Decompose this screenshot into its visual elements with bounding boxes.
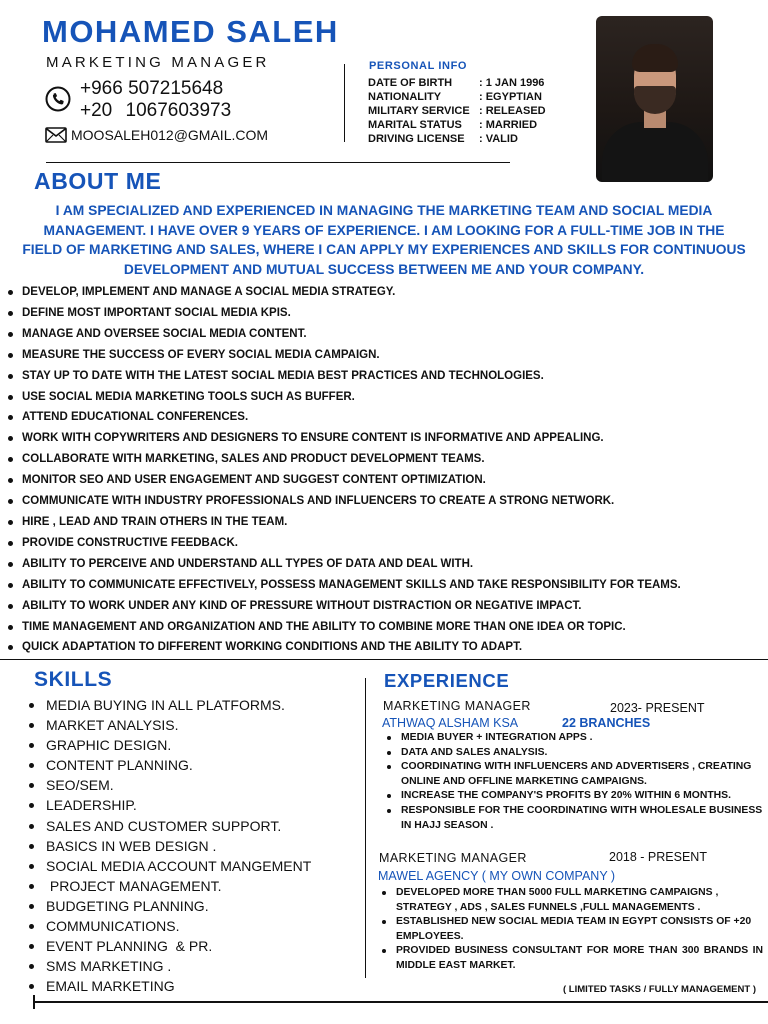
personal-info-heading: PERSONAL INFO	[369, 60, 468, 72]
skill-item: BUDGETING PLANNING.	[28, 896, 348, 916]
job-duties-list	[381, 886, 763, 974]
job-period: 2018 - PRESENT	[609, 850, 707, 864]
skill-item: BASICS IN WEB DESIGN .	[28, 836, 348, 856]
job-title: MARKETING MANAGER	[379, 851, 527, 865]
job-company: MAWEL AGENCY ( MY OWN COMPANY )	[378, 869, 616, 883]
personal-info-value: : RELEASED	[479, 105, 546, 117]
responsibility-item: MANAGE AND OVERSEE SOCIAL MEDIA CONTENT.	[8, 324, 768, 345]
responsibility-item: DEFINE MOST IMPORTANT SOCIAL MEDIA KPIS.	[8, 303, 768, 324]
responsibility-item: WORK WITH COPYWRITERS AND DESIGNERS TO ENSURE CONTENT IS INFORMATIVE AND APPEALING.	[8, 428, 768, 449]
personal-info-value: : VALID	[479, 133, 518, 145]
job-duty-item: COORDINATING WITH INFLUENCERS AND ADVERTISERS , CREATING ONLINE AND OFFLINE MARKETING CAMPAIGNS.	[386, 760, 766, 789]
job-duty-item: MEDIA BUYER + INTEGRATION APPS .	[386, 731, 766, 746]
personal-info-row	[368, 132, 588, 146]
responsibility-item: ABILITY TO COMMUNICATE EFFECTIVELY, POSSESS MANAGEMENT SKILLS AND TAKE RESPONSIBILITY FOR TEAMS.	[8, 575, 768, 596]
job-duty-item: ESTABLISHED NEW SOCIAL MEDIA TEAM IN EGYPT CONSISTS OF +20 EMPLOYEES.	[381, 915, 763, 944]
skill-item: MARKET ANALYSIS.	[28, 715, 348, 735]
skill-item: GRAPHIC DESIGN.	[28, 735, 348, 755]
job-duty-item: DEVELOPED MORE THAN 5000 FULL MARKETING CAMPAIGNS , STRATEGY , ADS , SALES FUNNELS ,FULL MANAGEMENTS .	[381, 886, 763, 915]
skill-item: CONTENT PLANNING.	[28, 755, 348, 775]
footer-rule-cap	[33, 995, 35, 1009]
job-duties-list	[386, 731, 766, 833]
responsibility-item: PROVIDE CONSTRUCTIVE FEEDBACK.	[8, 533, 768, 554]
job-company: ATHWAQ ALSHAM KSA	[382, 716, 519, 730]
personal-info-value: : MARRIED	[479, 119, 538, 131]
experience-footnote: ( LIMITED TASKS / FULLY MANAGEMENT )	[563, 984, 756, 995]
personal-info-value: : EGYPTIAN	[479, 91, 542, 103]
responsibility-item: ABILITY TO PERCEIVE AND UNDERSTAND ALL TYPES OF DATA AND DEAL WITH.	[8, 554, 768, 575]
footer-rule	[34, 1001, 768, 1003]
header-divider	[344, 64, 345, 142]
email-address: MOOSALEH012@GMAIL.COM	[71, 127, 269, 143]
job-duty-item: PROVIDED BUSINESS CONSULTANT FOR MORE THAN 300 BRANDS IN MIDDLE EAST MARKET.	[381, 944, 763, 973]
personal-info-label: DRIVING LICENSE	[368, 133, 465, 145]
responsibility-item: ATTEND EDUCATIONAL CONFERENCES.	[8, 407, 768, 428]
personal-info-table	[368, 76, 588, 146]
profile-photo	[596, 16, 713, 182]
skill-item: SOCIAL MEDIA ACCOUNT MANGEMENT	[28, 856, 348, 876]
responsibilities-list	[8, 282, 768, 658]
personal-info-label: MILITARY SERVICE	[368, 105, 470, 117]
responsibility-item: MONITOR SEO AND USER ENGAGEMENT AND SUGGEST CONTENT OPTIMIZATION.	[8, 470, 768, 491]
personal-info-row	[368, 104, 588, 118]
skills-heading: SKILLS	[34, 668, 113, 691]
responsibility-item: COMMUNICATE WITH INDUSTRY PROFESSIONALS AND INFLUENCERS TO CREATE A STRONG NETWORK.	[8, 491, 768, 512]
personal-info-row	[368, 118, 588, 132]
personal-info-label: NATIONALITY	[368, 91, 442, 103]
job-branches: 22 BRANCHES	[562, 716, 651, 730]
candidate-job-title: MARKETING MANAGER	[46, 54, 270, 71]
personal-info-label: DATE OF BIRTH	[368, 77, 453, 89]
job-duty-item: RESPONSIBLE FOR THE COORDINATING WITH WHOLESALE BUSINESS IN HAJJ SEASON .	[386, 804, 766, 833]
about-heading: ABOUT ME	[34, 168, 162, 194]
responsibility-item: DEVELOP, IMPLEMENT AND MANAGE A SOCIAL MEDIA STRATEGY.	[8, 282, 768, 303]
skill-item: SEO/SEM.	[28, 775, 348, 795]
responsibility-item: QUICK ADAPTATION TO DIFFERENT WORKING CONDITIONS AND THE ABILITY TO ADAPT.	[8, 637, 768, 658]
experience-heading: EXPERIENCE	[384, 670, 510, 691]
responsibility-item: ABILITY TO WORK UNDER ANY KIND OF PRESSURE WITHOUT DISTRACTION OR NEGATIVE IMPACT.	[8, 596, 768, 617]
skill-item: MEDIA BUYING IN ALL PLATFORMS.	[28, 695, 348, 715]
responsibility-item: HIRE , LEAD AND TRAIN OTHERS IN THE TEAM.	[8, 512, 768, 533]
responsibility-item: STAY UP TO DATE WITH THE LATEST SOCIAL MEDIA BEST PRACTICES AND TECHNOLOGIES.	[8, 366, 768, 387]
job-period: 2023- PRESENT	[610, 701, 705, 715]
responsibility-item: USE SOCIAL MEDIA MARKETING TOOLS SUCH AS BUFFER.	[8, 387, 768, 408]
responsibility-item: MEASURE THE SUCCESS OF EVERY SOCIAL MEDIA CAMPAIGN.	[8, 345, 768, 366]
about-summary: I AM SPECIALIZED AND EXPERIENCED IN MANAGING THE MARKETING TEAM AND SOCIAL MEDIA MANAGEMENT. I HAVE OVER 9 YEARS OF EXPERIENCE. I AM LOOKING FOR A FULL-TIME JOB IN THE FIELD OF MARKETING AND SALES, WHERE I CAN APPLY MY EXPERIENCES AND SKILLS FOR CONTINUOUS DEVELOPMENT AND MUTUAL SUCCESS BETWEEN ME AND YOUR COMPANY.	[22, 203, 746, 277]
personal-info-label: MARITAL STATUS	[368, 119, 462, 131]
personal-info-row	[368, 90, 588, 104]
skill-item: SMS MARKETING .	[28, 956, 348, 976]
job-title: MARKETING MANAGER	[383, 699, 531, 713]
phone-icon	[45, 86, 71, 112]
skills-list	[28, 695, 348, 996]
phone-number-primary: +966 507215648	[80, 78, 224, 99]
skill-item: LEADERSHIP.	[28, 795, 348, 815]
job-duty-item: INCREASE THE COMPANY'S PROFITS BY 20% WITHIN 6 MONTHS.	[386, 789, 766, 804]
phone-number-secondary: +20 1067603973	[80, 100, 232, 121]
responsibility-item: TIME MANAGEMENT AND ORGANIZATION AND THE ABILITY TO COMBINE MORE THAN ONE IDEA OR TOPIC.	[8, 617, 768, 638]
responsibility-item: COLLABORATE WITH MARKETING, SALES AND PRODUCT DEVELOPMENT TEAMS.	[8, 449, 768, 470]
skill-item: EVENT PLANNING & PR.	[28, 936, 348, 956]
skill-item: EMAIL MARKETING	[28, 976, 348, 996]
email-icon	[45, 127, 67, 143]
candidate-name: MOHAMED SALEH	[42, 14, 339, 49]
header-underline	[46, 162, 510, 163]
skill-item: PROJECT MANAGEMENT.	[28, 876, 348, 896]
skill-item: SALES AND CUSTOMER SUPPORT.	[28, 816, 348, 836]
personal-info-value: : 1 JAN 1996	[479, 77, 545, 89]
personal-info-row	[368, 76, 588, 90]
job-duty-item: DATA AND SALES ANALYSIS.	[386, 746, 766, 761]
column-divider	[365, 678, 366, 978]
skill-item: COMMUNICATIONS.	[28, 916, 348, 936]
section-divider	[0, 659, 768, 660]
